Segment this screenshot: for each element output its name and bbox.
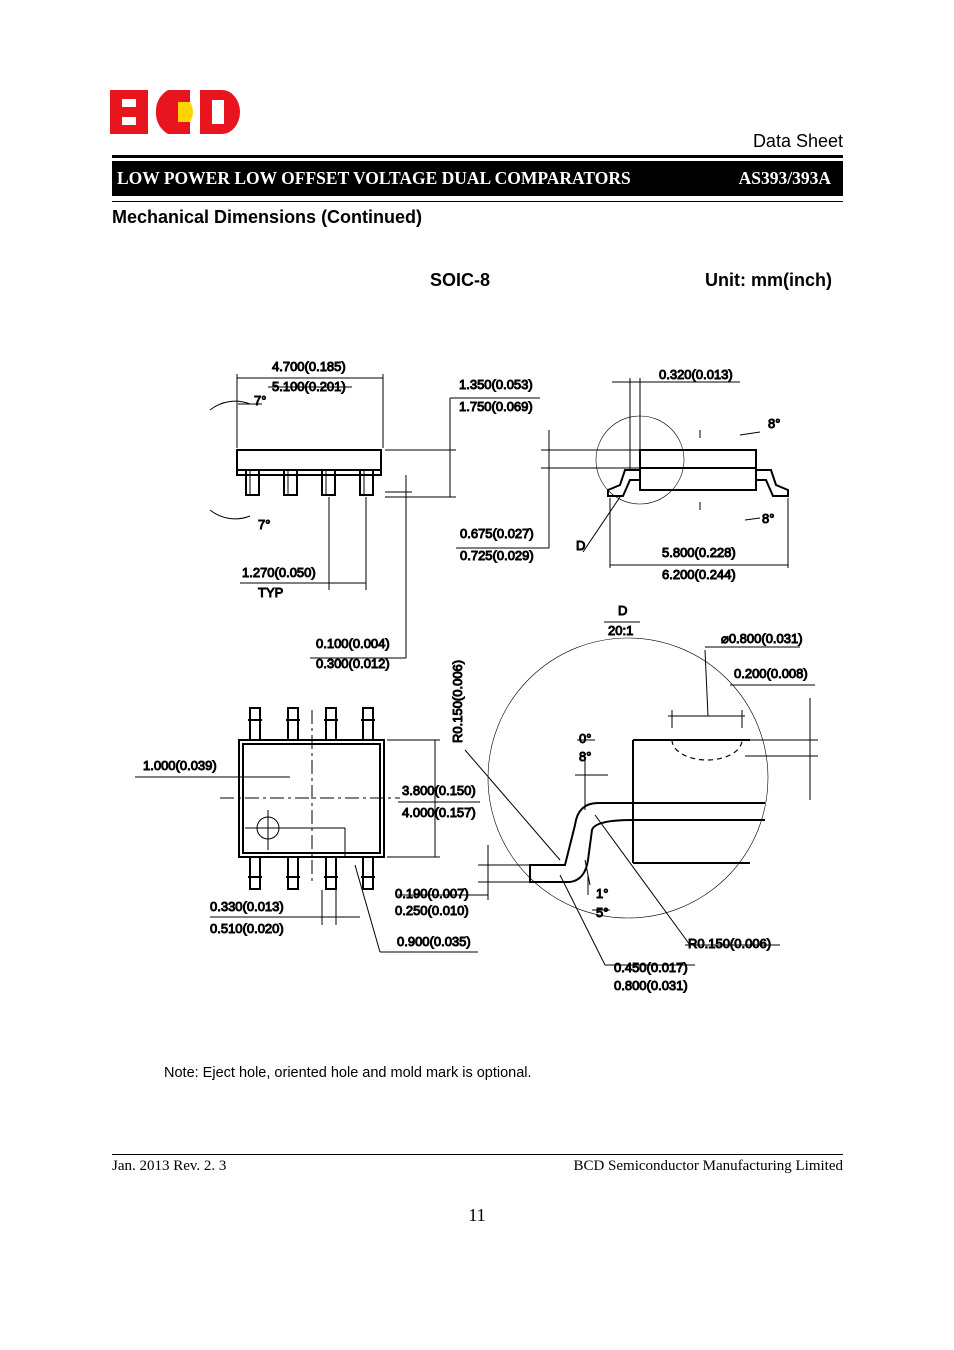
dim-ang1: 1° xyxy=(596,886,609,901)
doc-type-label: Data Sheet xyxy=(752,131,843,151)
dim-ang8: 8° xyxy=(579,749,592,764)
side-view xyxy=(210,374,540,658)
dim-w-a: 5.800(0.228) xyxy=(662,545,736,560)
doc-title: LOW POWER LOW OFFSET VOLTAGE DUAL COMPARATORS xyxy=(117,168,631,188)
footer-company: BCD Semiconductor Manufacturing Limited xyxy=(573,1158,843,1174)
unit-label: Unit: mm(inch) xyxy=(705,270,832,290)
title-rule xyxy=(112,201,843,202)
package-name: SOIC-8 xyxy=(430,270,491,290)
dim-body-a: 3.800(0.150) xyxy=(402,783,476,798)
dim-body-b: 4.000(0.157) xyxy=(402,805,476,820)
dim-ang0: 0° xyxy=(579,731,592,746)
dim-so-a: 0.675(0.027) xyxy=(460,526,534,541)
dim-ang-bot: 7° xyxy=(258,517,271,532)
mechanical-drawing xyxy=(0,340,954,1010)
dim-pitch-typ: TYP xyxy=(258,585,284,600)
dim-radius-bot: R0.150(0.006) xyxy=(688,936,772,951)
dim-hole-depth: 0.200(0.008) xyxy=(734,666,808,681)
dim-stand-b: 0.300(0.012) xyxy=(316,656,390,671)
dim-h-a: 1.350(0.053) xyxy=(459,377,533,392)
part-number: AS393/393A xyxy=(738,168,831,188)
header-rule xyxy=(112,155,843,158)
note-text: Note: Eject hole, oriented hole and mold mark is optional. xyxy=(164,1065,532,1081)
dim-len-b: 5.100(0.201) xyxy=(272,379,346,394)
dim-lw-b: 0.510(0.020) xyxy=(210,921,284,936)
dim-hole-dia: ⌀0.800(0.031) xyxy=(721,631,803,646)
dim-ang-top: 7° xyxy=(254,393,267,408)
section-title: Mechanical Dimensions (Continued) xyxy=(112,207,423,227)
page-number: 11 xyxy=(468,1205,486,1225)
bcd-logo xyxy=(108,88,242,136)
dim-w-b: 6.200(0.244) xyxy=(662,567,736,582)
footer-date-rev: Jan. 2013 Rev. 2. 3 xyxy=(112,1158,227,1174)
dim-ang5: 5° xyxy=(596,905,609,920)
dim-ang-r-top: 8° xyxy=(768,416,781,431)
dim-lead-t: 0.320(0.013) xyxy=(659,367,733,382)
dim-h-b: 1.750(0.069) xyxy=(459,399,533,414)
title-bar xyxy=(112,161,843,196)
detail-scale: 20:1 xyxy=(608,623,634,638)
dim-dd: 0.900(0.035) xyxy=(397,934,471,949)
dim-lw-a: 0.330(0.013) xyxy=(210,899,284,914)
dim-radius-top: R0.150(0.006) xyxy=(450,659,465,743)
dim-lt-b: 0.250(0.010) xyxy=(395,903,469,918)
detail-title: D xyxy=(618,603,628,618)
dim-so-b: 0.725(0.029) xyxy=(460,548,534,563)
dim-ang-r-bot: 8° xyxy=(762,511,775,526)
detail-mark: D xyxy=(576,538,586,553)
dim-pitch: 1.270(0.050) xyxy=(242,565,316,580)
dim-edge: 1.000(0.039) xyxy=(143,758,217,773)
dim-ll-b: 0.800(0.031) xyxy=(614,978,688,993)
dim-len-a: 4.700(0.185) xyxy=(272,359,346,374)
dim-lt-a: 0.190(0.007) xyxy=(395,886,469,901)
footer-rule xyxy=(112,1154,843,1155)
dim-stand-a: 0.100(0.004) xyxy=(316,636,390,651)
dim-ll-a: 0.450(0.017) xyxy=(614,960,688,975)
